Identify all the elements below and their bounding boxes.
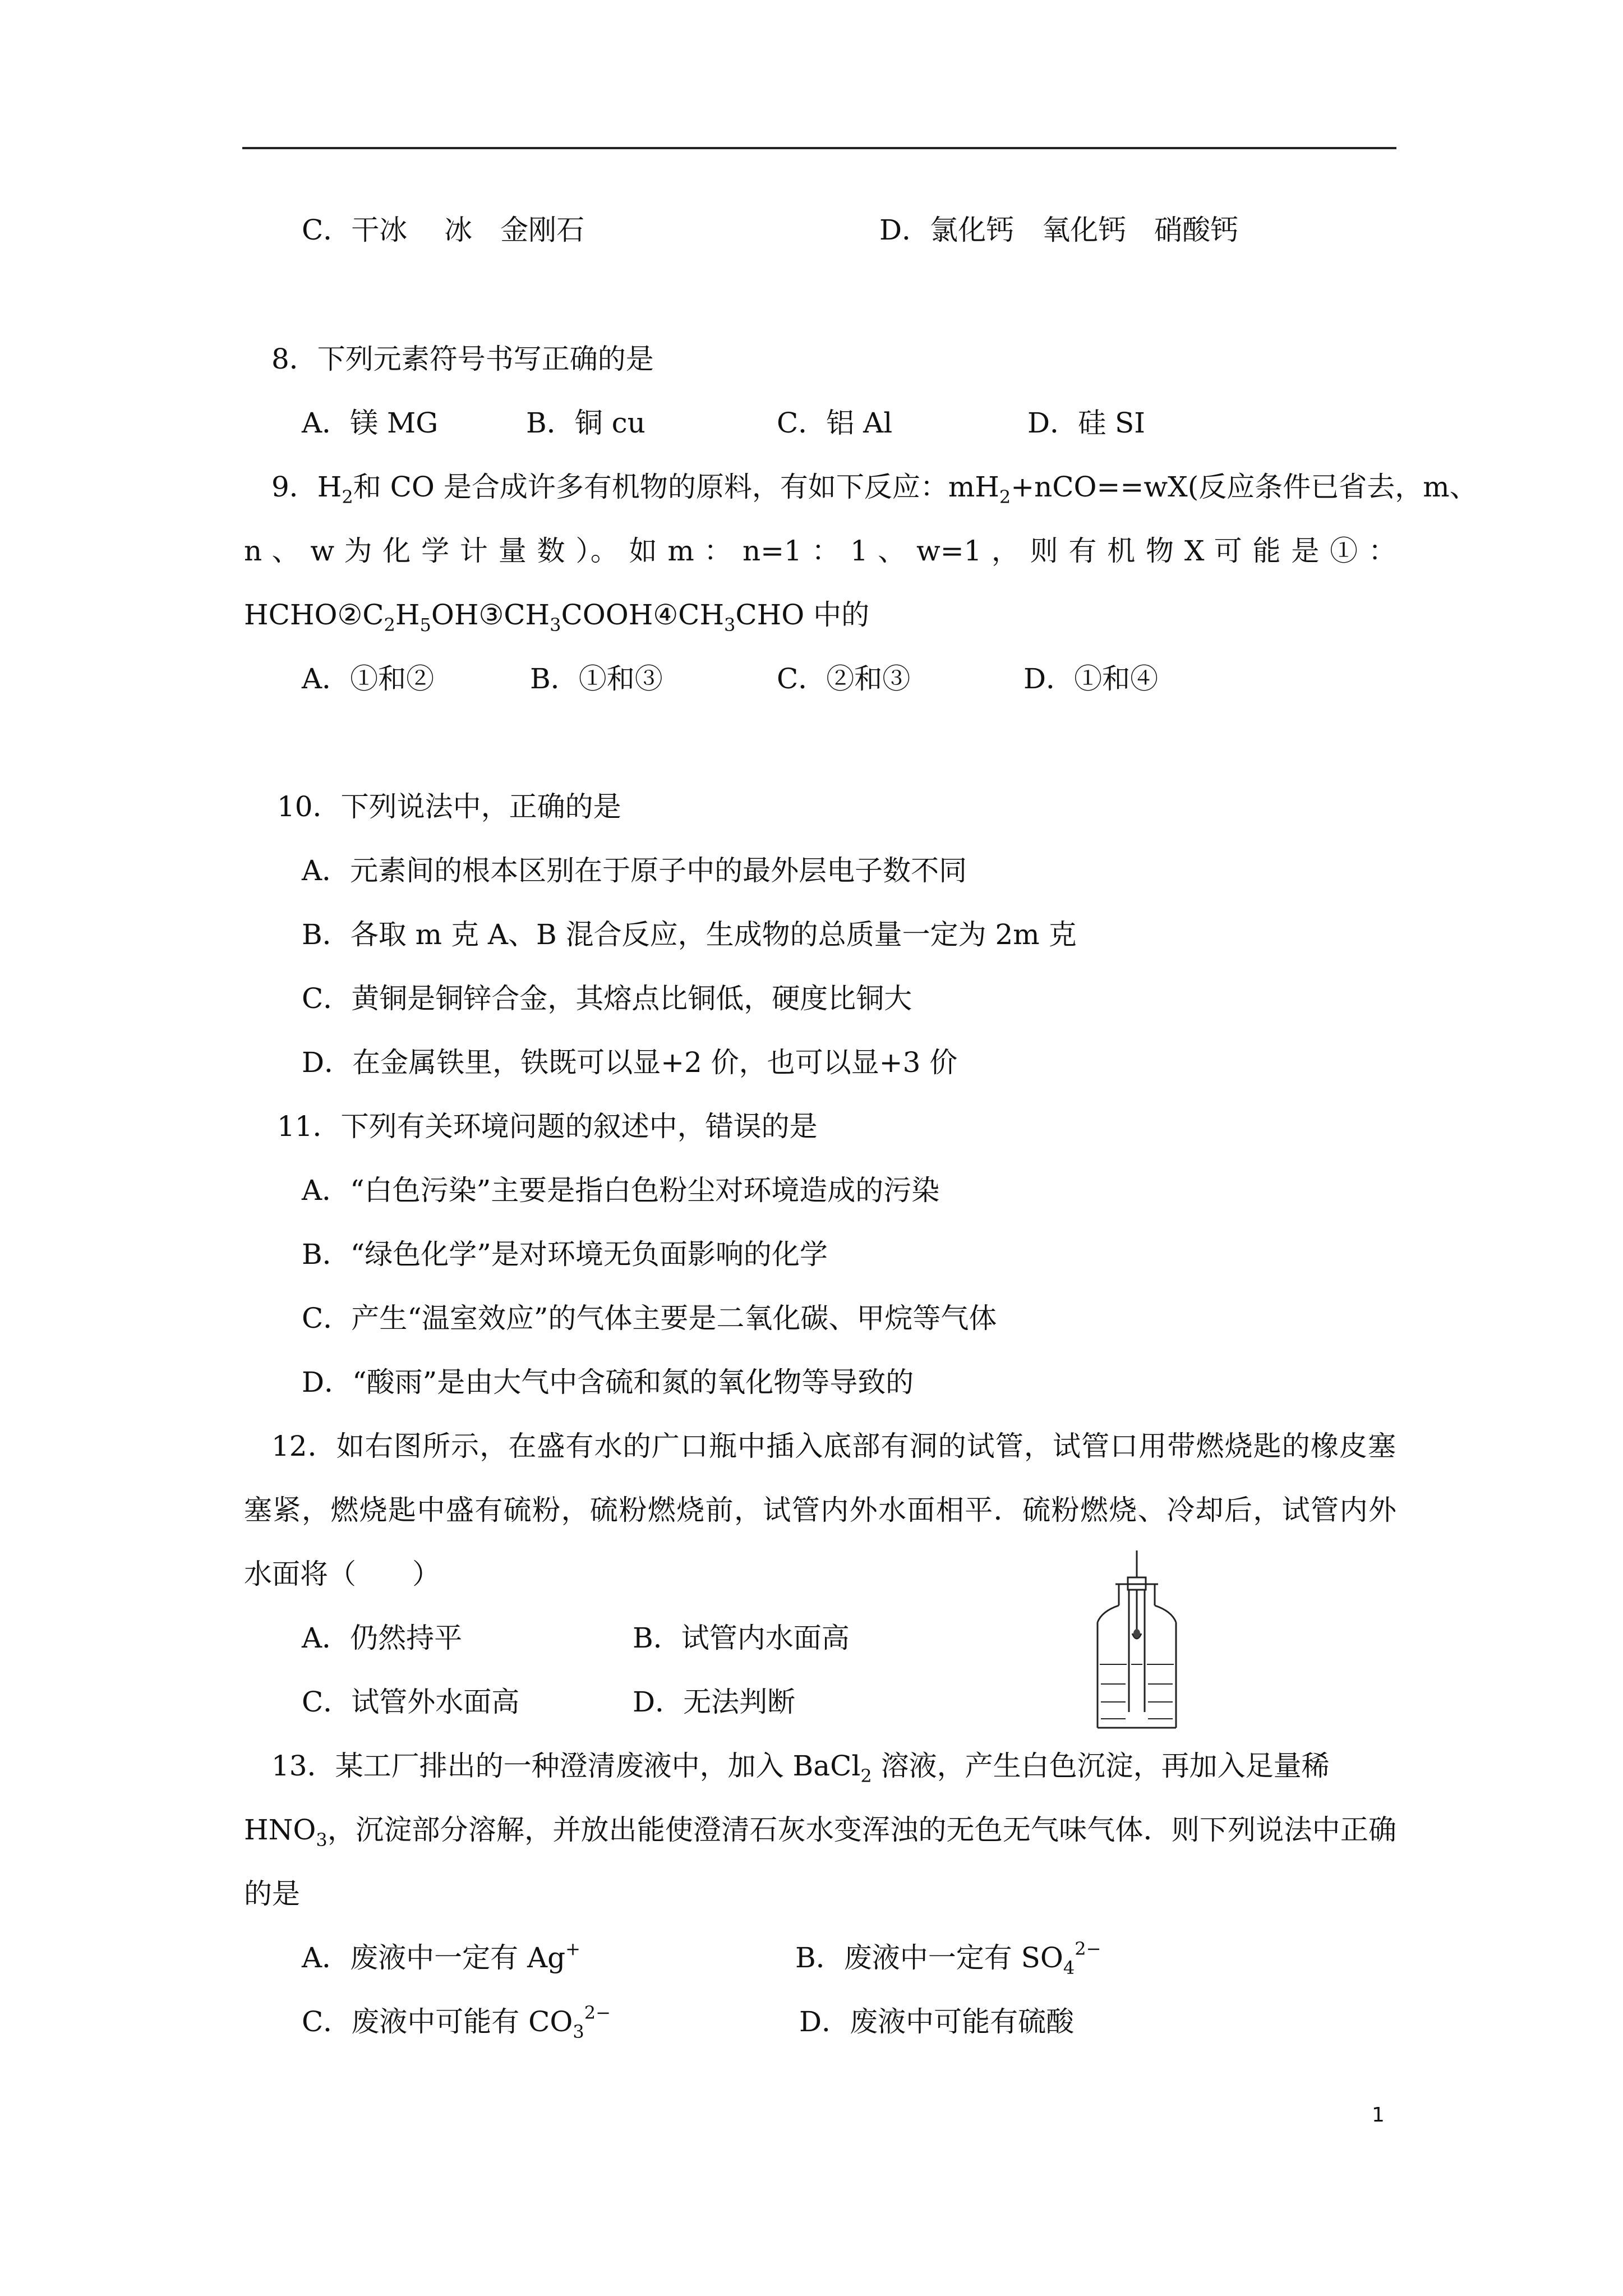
q10-stem: 10．下列说法中，正确的是: [277, 790, 621, 823]
bottle-apparatus-diagram: [1085, 1549, 1197, 1734]
q13-option-d: D．废液中可能有硫酸: [799, 2005, 1075, 2038]
q12-option-b: B．试管内水面高: [633, 1622, 850, 1654]
q12-stem-line1: 12．如右图所示，在盛有水的广口瓶中插入底部有洞的试管，试管口用带燃烧匙的橡皮塞: [271, 1430, 1396, 1462]
q8-option-a: A．镁 MG: [302, 407, 439, 439]
q13-stem-line2: $HNO_3$，沉淀部分溶解，并放出能使澄清石灰水变浑浊的无色无气味气体．则下列说法中正确: [244, 1814, 1396, 1851]
q9-stem-line1: 9．$H_2$和 CO 是合成许多有机物的原料，有如下反应：$mH_2+nCO==wX$(反应条件已省去，m、: [271, 471, 1478, 508]
q9-option-b: B．①和③: [530, 662, 663, 695]
q8-option-d: D．硅 SI: [1027, 407, 1145, 439]
q8-stem: 8．下列元素符号书写正确的是: [271, 343, 654, 375]
q12-option-a: A．仍然持平: [302, 1622, 463, 1654]
q9-stem-line3: $HCHO②C_2H_5OH③CH_3COOH④CH_3CHO$ 中的: [244, 599, 870, 636]
q10-option-d: D．在金属铁里，铁既可以显+2 价，也可以显+3 价: [302, 1046, 958, 1079]
q10-option-c: C．黄铜是铜锌合金，其熔点比铜低，硬度比铜大: [302, 982, 912, 1015]
q13-stem-line1: 13．某工厂排出的一种澄清废液中，加入 BaCl$_2$ 溶液，产生白色沉淀，再加入足量稀: [271, 1750, 1330, 1787]
q12-option-c: C．试管外水面高: [302, 1686, 520, 1718]
q12-stem-line3: 水面将（ ）: [244, 1558, 440, 1590]
q13-option-c: C．废液中可能有 $CO_3^{2-}$: [302, 2002, 611, 2042]
q11-option-c: C．产生“温室效应”的气体主要是二氧化碳、甲烷等气体: [302, 1302, 997, 1335]
q10-option-b: B．各取 m 克 A、B 混合反应，生成物的总质量一定为 2m 克: [302, 918, 1077, 951]
q11-option-d: D．“酸雨”是由大气中含硫和氮的氧化物等导致的: [302, 1366, 914, 1398]
q9-option-c: C．②和③: [777, 662, 911, 695]
q11-stem: 11．下列有关环境问题的叙述中，错误的是: [277, 1110, 818, 1143]
q10-option-a: A．元素间的根本区别在于原子中的最外层电子数不同: [302, 854, 967, 887]
q8-option-b: B．铜 cu: [526, 407, 645, 439]
q9-option-a: A．①和②: [302, 662, 435, 695]
header-rule: [242, 147, 1396, 149]
q13-stem-line3: 的是: [244, 1878, 300, 1910]
q9-stem-line2: n 、 w 为 化 学 计 量 数 ）。 如 m ： n=1 ： 1 、 w=1 ， 则 有 机 物 X 可 能 是 ① ：: [244, 535, 1396, 567]
q13-option-b: B．废液中一定有 $SO_4^{2-}$: [795, 1938, 1101, 1978]
q8-option-c: C．铝 Al: [777, 407, 893, 439]
q12-option-d: D．无法判断: [633, 1686, 796, 1718]
page-number: 1: [1372, 2104, 1385, 2127]
prev-option-d: D．氯化钙 氧化钙 硝酸钙: [879, 214, 1239, 246]
q13-option-a: A．废液中一定有 Ag+: [302, 1938, 580, 1974]
q11-option-a: A．“白色污染”主要是指白色粉尘对环境造成的污染: [302, 1174, 940, 1207]
q12-stem-line2: 塞紧，燃烧匙中盛有硫粉，硫粉燃烧前，试管内外水面相平．硫粉燃烧、冷却后，试管内外: [244, 1494, 1396, 1526]
q11-option-b: B．“绿色化学”是对环境无负面影响的化学: [302, 1238, 828, 1271]
q9-option-d: D．①和④: [1023, 662, 1159, 695]
prev-option-c: C．干冰 冰 金刚石: [302, 214, 585, 246]
